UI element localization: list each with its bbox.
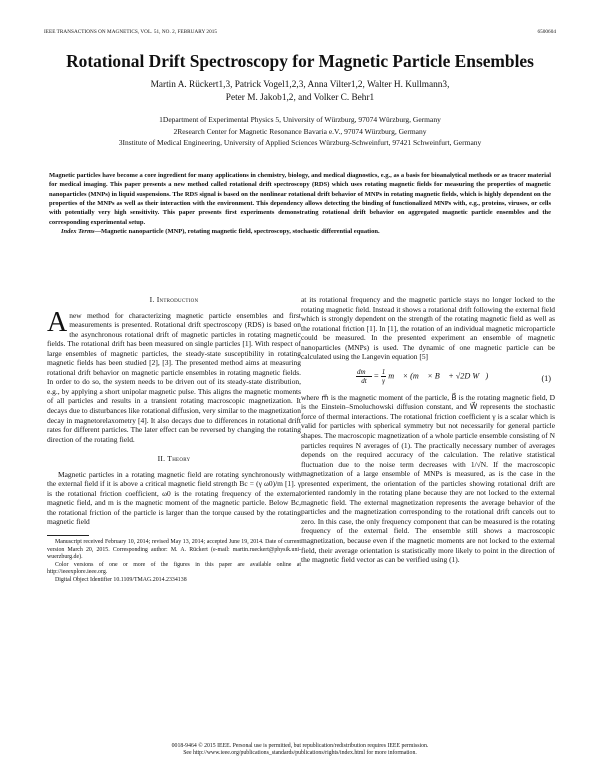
coefficient-fraction: $\frac{1}{\gamma}$ [381,367,386,385]
equation-number: (1) [541,373,551,383]
theory-continued-paragraph: at its rotational frequency and the magnetic particle stays no longer locked to the rotating magnetic field. Instead it shows a rotational drift following the external field which is strongly dependent on the strength of the rotating magnetic field as well as the rotational friction [1]. In [1], the rotation of an individual magnetic microparticle could be measured. In the presented experiment an ensemble of magnetic nanoparticles (MNPs) is used. The dynamic of one magnetic particle can be calculated using the Langevin equation [5] [301,295,555,362]
copyright-line-2: See http://www.ieee.org/publications_standards/publications/rights/index.html for more information. [183,750,417,757]
drop-cap: A [47,306,68,338]
footnote-manuscript: Manuscript received February 10, 2014; revised May 13, 2014; accepted June 19, 2014. Date of current version March 20, 2015. Corresponding author: M. A. Rückert (e-mail: martin.rueckert@physik.uni-wuerzburg.de). [47,539,301,561]
abstract [49,171,551,236]
footnote-divider [47,535,89,536]
equation-rhs: m⃗ × (m⃗ × B⃗ + √2D W⃗) [388,371,489,381]
derivative-fraction: $\frac{dm⃗}{dt}$ [357,367,371,385]
introduction-text: new method for characterizing magnetic particle ensembles and first measurements is presented. Rotational drift spectroscopy (RDS) is based on the asynchronous rotational drift of magnetic particles in rotating magnetic fields. The rotational drift has been measured on single particles [1]. With respect of large ensembles of magnetic particles, the steady-state susceptibility in rotating magnetic fields has been studied [2], [3]. The presented method aims at measuring rotational drift behavior on magnetic particle ensembles in rotating magnetic fields. In order to do so, the system needs to be driven out of its steady-state distribution, e.g., by applying a short unipolar magnetic pulse. This aligns the magnetic moments of all particles and results in a transient rotating macroscopic magnetization. It decays due to disturbances like rotational diffusion, very similar to the magnetization decay in magnetorelaxometry [4]. It also decays due to differences in rotational drift rates for different particles. The later effect can be reversed by changing the rotating direction of the rotating field. [47,310,301,444]
running-header [44,29,556,35]
index-terms-text: Magnetic nanoparticle (MNP), rotating magnetic field, spectroscopy, stochastic differential equation. [101,228,380,236]
footnote-color: Color versions of one or more of the figures in this paper are available online at http://ieeexplore.ieee.org. [47,561,301,576]
author-line-2: Peter M. Jakob1,2, and Volker C. Behr1 [225,92,375,103]
copyright-notice [0,743,600,758]
journal-name: IEEE TRANSACTIONS ON MAGNETICS, VOL. 51, NO. 2, FEBRUARY 2015 [44,29,217,35]
theory-equation-explanation: where m⃗ is the magnetic moment of the particle, B⃗ is the rotating magnetic field, D is the Einstein–Smoluchowski diffusion constant, and W⃗ represents the stochastic force of thermal interactions. The rotational friction coefficient γ is a scalar which is valid for particles with spherical symmetry but not necessarily for general particle shapes. The macroscopic magnetization of a whole particle ensemble consisting of N particles requires N averages of (1). The practically necessary number of averages depends on the required accuracy of the calculation. The relative statistical fluctuation due to the noise term decreases with 1/√N. If the macroscopic magnetization of a large ensemble of MNPs is measured, as is the case in the presented experiment, the orientation of the particles showing rotational drift are oriented randomly in the rotating plane because they are not locked to the external magnetic field. The external magnetization represents the average behavior of the particles and the magnetization corresponding to the rotational drift cancels out to zero. In this case, the only frequency component that can be measured is the rotating frequency of the external field. The ensemble still shows a macroscopic magnetization, because even if the magnetic moments are not locked to the external field, their average orientation is statistically more likely to point in the direction of the magnetic field vector as can be verified using (1). [301,392,555,565]
footnote-doi: Digital Object Identifier 10.1109/TMAG.2014.2334138 [55,577,187,583]
index-terms [49,227,551,236]
section-heading-introduction: I. Introduction [149,295,199,304]
right-column [301,295,555,565]
introduction-paragraph [47,306,301,445]
author-line-1: Martin A. Rückert1,3, Patrick Vogel1,2,3, Anna Vilter1,2, Walter H. Kullmann3, [150,80,450,90]
affiliation-2: 2Research Center for Magnetic Resonance Bavaria e.V., 97074 Würzburg, Germany [173,126,427,136]
section-heading-theory: II. Theory [157,454,191,464]
abstract-text: Magnetic particles have become a core ingredient for many applications in chemistry, biology, and medical diagnostics, e.g., as a basis for bioanalytical methods or as tracer material for medical imaging. This paper presents a new method called rotational drift spectroscopy (RDS) which uses rotating magnetic fields for measuring the properties of magnetic nanoparticles (MNPs) in liquid suspensions. The RDS signal is based on the nonlinear rotational drift behavior of MNPs in rotating magnetic fields, which is highly dependent on the properties of the MNPs as well as their interaction with the environment. This dependency allows detecting the binding of functionalized MNPs with, e.g., proteins, viruses, or cells with potentially very high sensitivity. This paper presents first experiments demonstrating rotational drift behavior on aggregated magnetic particle ensembles and the corresponding experimental setup. [49,172,551,226]
theory-paragraph: Magnetic particles in a rotating magnetic field are rotating synchronously with the external field if it is above a critical magnetic field strength Bc = (γ ω0)/m [1]. γ is the rotational friction coefficient, ω0 is the rotating frequency of the external magnetic field, and m is the magnetic moment of the magnetic particle. Below Bc, the rotational friction of the particle is larger than the torque caused by the rotating magnetic field [47,469,301,527]
affiliations [0,114,600,149]
equation-body: $\frac{dm⃗}{dt}$ = $\frac{1}{\gamma}$ m⃗ × (m⃗ × B⃗ + √2D W⃗) [357,367,489,385]
index-terms-label: Index Terms— [61,228,102,236]
copyright-line-1: 0018-9464 © 2015 IEEE. Personal use is permitted, but republication/redistribution requires IEEE permission. [171,743,429,749]
paper-title: Rotational Drift Spectroscopy for Magnetic Particle Ensembles [66,51,534,71]
affiliation-1: 1Department of Experimental Physics 5, University of Würzburg, 97074 Würzburg, Germany [159,115,441,124]
footnotes [47,539,301,585]
author-list [0,79,600,104]
left-column [47,295,301,585]
langevin-equation [301,366,555,390]
article-number: 6500604 [537,29,556,35]
affiliation-3: 3Institute of Medical Engineering, University of Applied Sciences Würzburg-Schweinfurt, 97421 Schweinfurt, Germany [118,138,482,148]
